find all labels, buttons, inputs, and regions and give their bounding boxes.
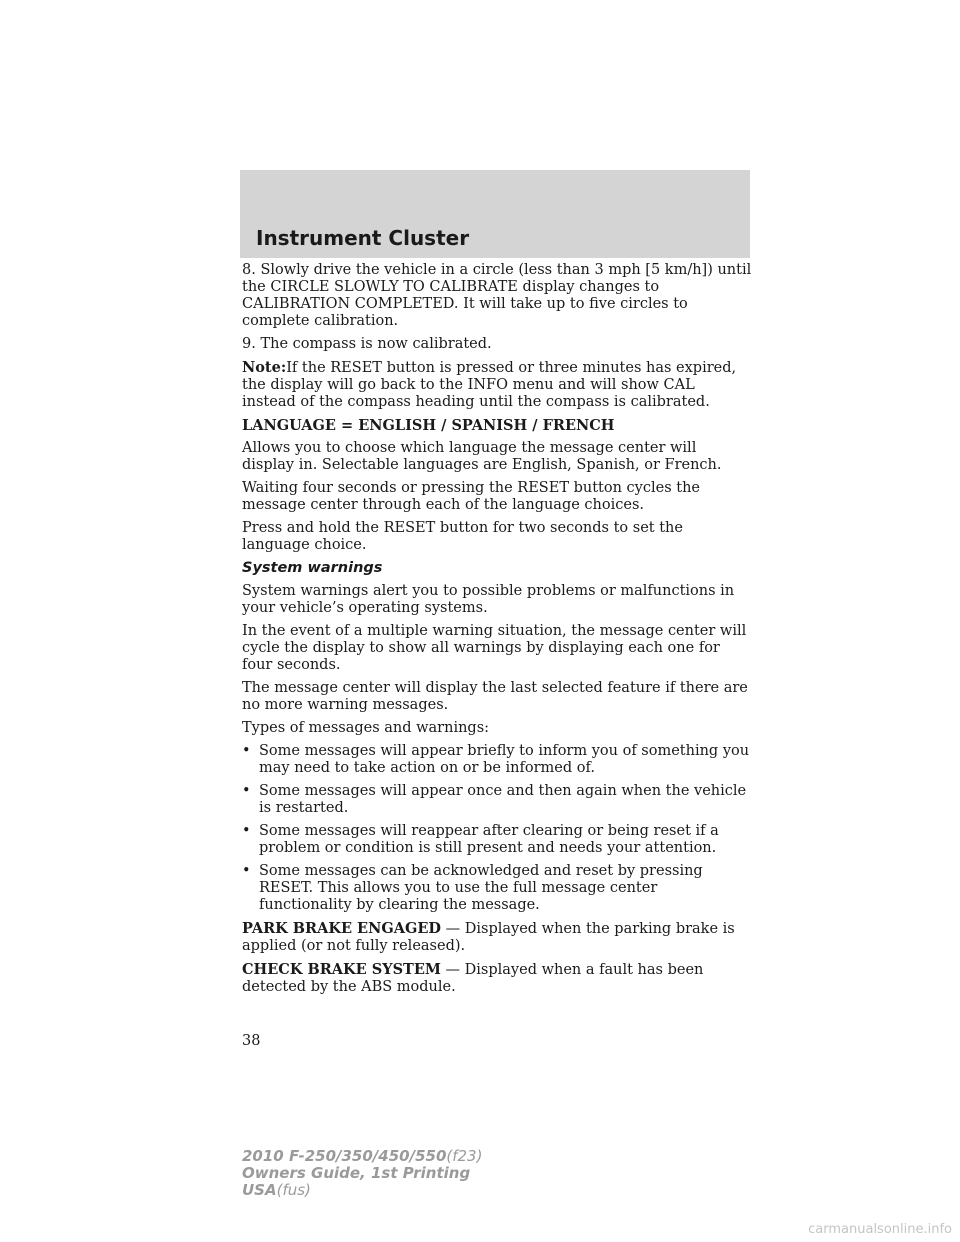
note-text: If the RESET button is pressed or three minutes has expired, the display will go back to the INFO menu and will show CAL instead of the compass heading until the compass is calibrated. xyxy=(242,360,737,410)
page-content xyxy=(242,262,752,1002)
footer-model-line xyxy=(242,1148,482,1165)
check-brake-paragraph xyxy=(242,961,752,996)
section-header-band xyxy=(240,170,750,258)
bullet-icon: • xyxy=(242,743,251,759)
section-title: Instrument Cluster xyxy=(256,226,470,250)
check-brake-text: — Displayed when a fault has been detected by the ABS module. xyxy=(242,962,704,995)
footer-region-code: (fus) xyxy=(276,1181,311,1199)
footer-imprint xyxy=(242,1148,482,1199)
system-warnings-paragraph-2: In the event of a multiple warning situation, the message center will cycle the display to show all warnings by displaying each one for four seconds. xyxy=(242,623,747,673)
footer-model: 2010 F-250/350/450/550 xyxy=(242,1147,447,1165)
list-item xyxy=(242,863,752,914)
note-label: Note: xyxy=(242,359,287,376)
check-brake-label: CHECK BRAKE SYSTEM xyxy=(242,961,441,978)
list-item-text: Some messages will appear briefly to inform you of something you may need to take action on or be informed of. xyxy=(259,743,750,776)
list-item-text: Some messages will reappear after clearing or being reset if a problem or condition is still present and needs your attention. xyxy=(259,823,719,856)
footer-region-line xyxy=(242,1182,482,1199)
language-paragraph-2: Waiting four seconds or pressing the RESET button cycles the message center through each of the language choices. xyxy=(242,480,701,513)
message-types-list xyxy=(242,743,752,914)
language-paragraph-3: Press and hold the RESET button for two seconds to set the language choice. xyxy=(242,520,683,553)
park-brake-label: PARK BRAKE ENGAGED xyxy=(242,920,442,937)
park-brake-text: — Displayed when the parking brake is applied (or not fully released). xyxy=(242,921,735,954)
step-8-paragraph: 8. Slowly drive the vehicle in a circle (less than 3 mph [5 km/h]) until the CIRCLE SLOWLY TO CALIBRATE display changes to CALIBRATION COMPLETED. It will take up to five circles to complete calibration. xyxy=(242,262,752,329)
note-paragraph xyxy=(242,359,752,411)
list-item-text: Some messages will appear once and then again when the vehicle is restarted. xyxy=(259,783,747,816)
list-item xyxy=(242,783,752,817)
page-number: 38 xyxy=(242,1033,261,1049)
list-item xyxy=(242,823,752,857)
park-brake-paragraph xyxy=(242,920,752,955)
watermark-link[interactable]: carmanualsonline.info xyxy=(808,1222,952,1237)
footer-model-code: (f23) xyxy=(446,1147,483,1165)
language-paragraph-1: Allows you to choose which language the message center will display in. Selectable languages are English, Spanish, or French. xyxy=(242,440,722,473)
system-warnings-paragraph-3: The message center will display the last selected feature if there are no more warning messages. xyxy=(242,680,748,713)
bullet-icon: • xyxy=(242,823,251,839)
system-warnings-heading: System warnings xyxy=(242,560,383,576)
list-item xyxy=(242,743,752,777)
bullet-icon: • xyxy=(242,783,251,799)
list-item-text: Some messages can be acknowledged and reset by pressing RESET. This allows you to use the full message center functionality by clearing the message. xyxy=(259,863,703,913)
system-warnings-paragraph-1: System warnings alert you to possible problems or malfunctions in your vehicle’s operating systems. xyxy=(242,583,735,616)
language-heading: LANGUAGE = ENGLISH / SPANISH / FRENCH xyxy=(242,417,615,434)
footer-guide-line: Owners Guide, 1st Printing xyxy=(242,1164,471,1182)
step-9-paragraph: 9. The compass is now calibrated. xyxy=(242,336,492,352)
footer-region: USA xyxy=(242,1181,277,1199)
bullet-icon: • xyxy=(242,863,251,879)
message-types-intro: Types of messages and warnings: xyxy=(242,720,490,736)
